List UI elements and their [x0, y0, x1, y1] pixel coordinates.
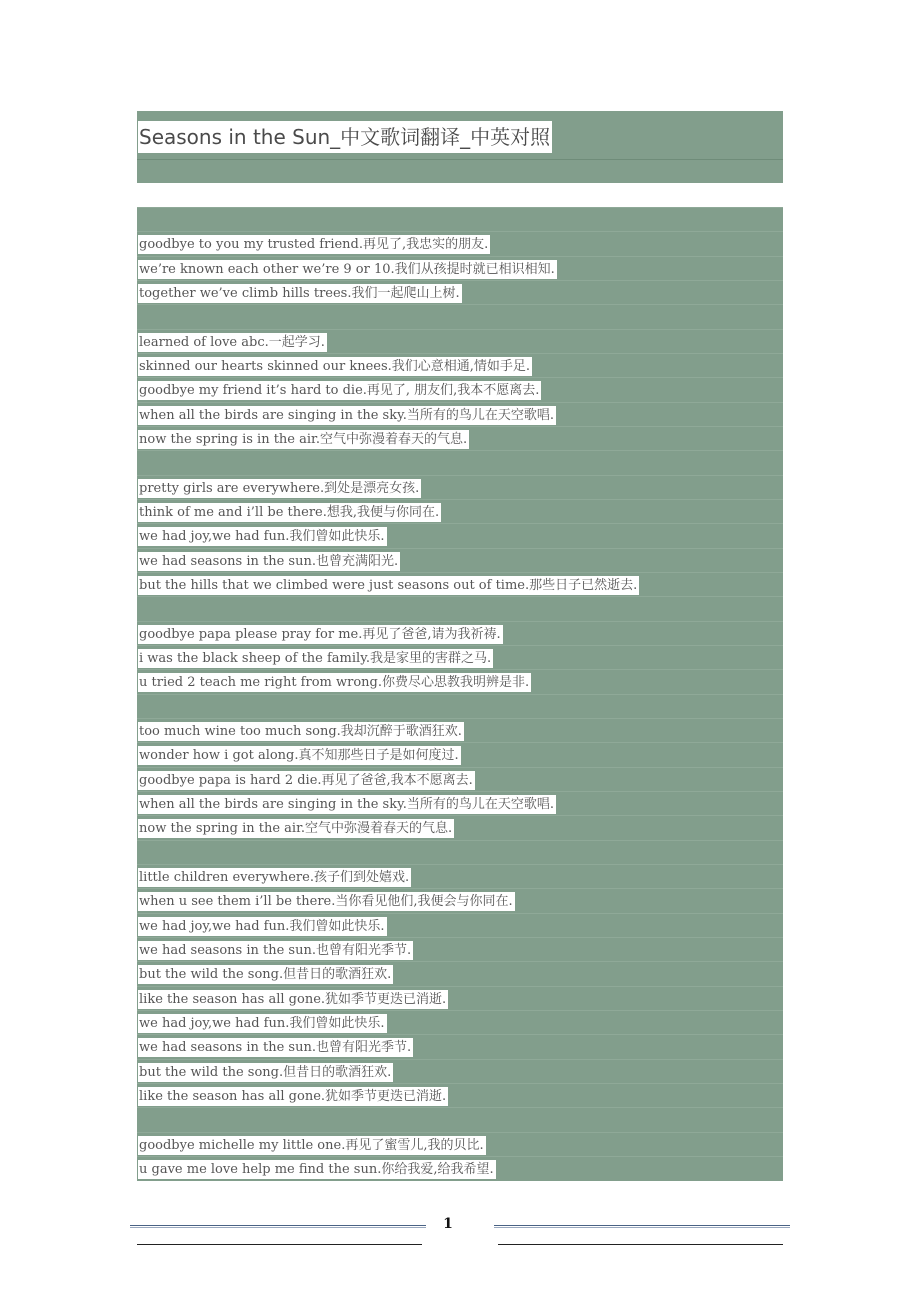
lyric-line	[137, 815, 783, 839]
lyric-text: we had joy,we had fun.我们曾如此快乐.	[139, 1015, 385, 1031]
lyric-line	[137, 256, 783, 280]
lyric-line	[137, 1083, 783, 1107]
lyric-text: we had joy,we had fun.我们曾如此快乐.	[139, 918, 385, 934]
lyric-line	[137, 280, 783, 304]
lyric-line	[137, 475, 783, 499]
lyric-line	[137, 767, 783, 791]
lyric-line	[137, 937, 783, 961]
footer-rule-right-shadow	[494, 1227, 790, 1228]
lyric-text: goodbye michelle my little one.再见了蜜雪儿,我的贝比.	[139, 1137, 484, 1153]
lyric-text: skinned our hearts skinned our knees.我们心意相通,情如手足.	[139, 358, 531, 374]
lyric-text: goodbye to you my trusted friend.再见了,我忠实的朋友.	[139, 237, 489, 253]
footer-rule-right	[494, 1225, 790, 1226]
lyric-text: now the spring in the air.空气中弥漫着春天的气息.	[139, 821, 453, 837]
lyric-text: like the season has all gone.犹如季节更迭已消逝.	[139, 991, 447, 1007]
lyric-text: goodbye papa is hard 2 die.再见了爸爸,我本不愿离去.	[139, 772, 473, 788]
lyric-line	[137, 426, 783, 450]
lyric-text: we had seasons in the sun.也曾充满阳光.	[139, 553, 399, 569]
lyric-text: learned of love abc.一起学习.	[139, 334, 325, 350]
lyric-text: we had joy,we had fun.我们曾如此快乐.	[139, 529, 385, 545]
lyric-line	[137, 961, 783, 985]
lyric-line	[137, 572, 783, 596]
blank-line	[137, 840, 783, 864]
lyric-text: but the wild the song.但昔日的歌酒狂欢.	[139, 1064, 392, 1080]
footer-rule-left	[130, 1225, 426, 1226]
blank-line	[137, 1107, 783, 1131]
title-rule	[137, 159, 783, 160]
lyrics-block	[137, 207, 783, 1181]
blank-line	[137, 596, 783, 620]
lyric-line	[137, 669, 783, 693]
lyric-text: we’re known each other we’re 9 or 10.我们从孩提时就已相识相知.	[139, 261, 555, 277]
lyric-line	[137, 1156, 783, 1180]
lyric-line	[137, 913, 783, 937]
lyric-text: goodbye my friend it’s hard to die.再见了, 朋友们,我本不愿离去.	[139, 383, 540, 399]
lyric-line	[137, 377, 783, 401]
lyric-text: but the hills that we climbed were just seasons out of time.那些日子已然逝去.	[139, 577, 638, 593]
blank-line	[137, 304, 783, 328]
footer-bottom-rule-right	[498, 1244, 783, 1245]
lyric-text: u tried 2 teach me right from wrong.你费尽心思教我明辨是非.	[139, 675, 530, 691]
lyric-line	[137, 791, 783, 815]
lyric-text: think of me and i’ll be there.想我,我便与你同在.	[139, 504, 440, 520]
lyric-line	[137, 645, 783, 669]
lyric-line	[137, 621, 783, 645]
lyric-line	[137, 402, 783, 426]
lyric-text: when all the birds are singing in the sky.当所有的鸟儿在天空歌唱.	[139, 796, 554, 812]
lyric-text: when u see them i’ll be there.当你看见他们,我便会与你同在.	[139, 894, 513, 910]
lyric-text: u gave me love help me find the sun.你给我爱,给我希望.	[139, 1161, 494, 1177]
lyric-line	[137, 1132, 783, 1156]
page-title: Seasons in the Sun_中文歌词翻译_中英对照	[138, 121, 552, 153]
lyric-line	[137, 329, 783, 353]
lyric-line	[137, 718, 783, 742]
lyric-text: like the season has all gone.犹如季节更迭已消逝.	[139, 1088, 447, 1104]
blank-line	[137, 694, 783, 718]
lyric-line	[137, 548, 783, 572]
blank-line	[137, 450, 783, 474]
lyric-text: pretty girls are everywhere.到处是漂亮女孩.	[139, 480, 420, 496]
lyric-text: little children everywhere.孩子们到处嬉戏.	[139, 869, 410, 885]
lyric-line	[137, 1010, 783, 1034]
footer-bottom-rule-left	[137, 1244, 422, 1245]
lyric-text: wonder how i got along.真不知那些日子是如何度过.	[139, 748, 459, 764]
lyric-line	[137, 1034, 783, 1058]
lyric-line	[137, 742, 783, 766]
lyric-line	[137, 986, 783, 1010]
title-block	[137, 111, 783, 183]
lyric-line	[137, 499, 783, 523]
lyric-line	[137, 1059, 783, 1083]
lyric-line	[137, 231, 783, 255]
lyric-text: we had seasons in the sun.也曾有阳光季节.	[139, 942, 412, 958]
blank-line	[137, 207, 783, 231]
lyric-text: when all the birds are singing in the sky.当所有的鸟儿在天空歌唱.	[139, 407, 554, 423]
lyric-text: goodbye papa please pray for me.再见了爸爸,请为我祈祷.	[139, 626, 501, 642]
lyric-text: now the spring is in the air.空气中弥漫着春天的气息.	[139, 431, 468, 447]
footer-rule-left-shadow	[130, 1227, 426, 1228]
lyric-text: but the wild the song.但昔日的歌酒狂欢.	[139, 967, 392, 983]
lyric-text: together we’ve climb hills trees.我们一起爬山上树.	[139, 285, 460, 301]
lyric-text: we had seasons in the sun.也曾有阳光季节.	[139, 1040, 412, 1056]
page-number: 1	[443, 1216, 453, 1232]
lyric-line	[137, 888, 783, 912]
lyric-line	[137, 523, 783, 547]
lyric-text: too much wine too much song.我却沉醉于歌酒狂欢.	[139, 723, 462, 739]
lyric-line	[137, 864, 783, 888]
lyric-line	[137, 353, 783, 377]
lyric-text: i was the black sheep of the family.我是家里的害群之马.	[139, 650, 492, 666]
